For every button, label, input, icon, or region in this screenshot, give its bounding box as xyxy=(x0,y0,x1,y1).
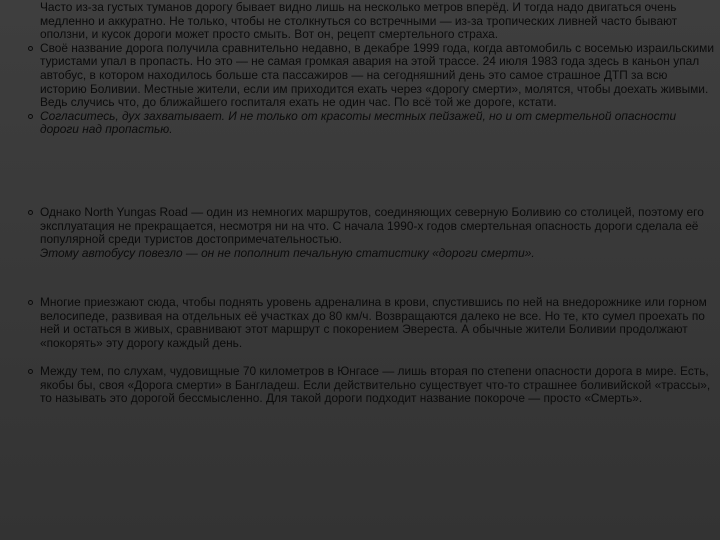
paragraph-text: Многие приезжают сюда, чтобы поднять уровень адреналина в крови, спустившись по ней на внедорожнике или горном велосипеде, развивая на отдельных её участках до 80 км/ч. Возвращаются далеко не все. Но те, кто сумел проехать по ней и остаться в живых, сравнивают этот маршрут с покорением Эвереста. А обычные жители Боливии продолжают «покорять» эту дорогу каждый день. xyxy=(40,295,707,350)
paragraph xyxy=(28,206,716,247)
text-block-rumors xyxy=(28,365,716,406)
text-block-fog xyxy=(28,1,716,137)
paragraph xyxy=(28,296,716,350)
paragraph xyxy=(28,42,716,110)
paragraph xyxy=(28,110,716,137)
bullet-icon xyxy=(28,210,33,215)
text-block-adrenaline xyxy=(28,296,716,350)
paragraph-text: Часто из-за густых туманов дорогу бывает видно лишь на несколько метров вперёд. И тогда надо двигаться очень медленно и аккуратно. Не только, чтобы не столкнуться со встречными — из-за тропических ливней часто бывают оползни, и кусок дороги может просто смыть. Вот он, рецепт смертельного страха. xyxy=(40,0,678,42)
bullet-icon xyxy=(28,369,33,374)
paragraph xyxy=(28,247,716,261)
bullet-icon xyxy=(28,46,33,51)
paragraph-text-italic: Этому автобусу повезло — он не пополнит печальную статистику «дороги смерти». xyxy=(40,245,535,260)
bullet-icon xyxy=(28,300,33,305)
paragraph xyxy=(28,1,716,42)
paragraph-text: Своё название дорога получила сравнительно недавно, в декабре 1999 года, когда автомобиль с восемью израильскими туристами упал в пропасть. Но это — не самая громкая авария на этой трассе. 24 июля 1983 года здесь в каньон упал автобус, в котором находилось больше ста пассажиров — на сегодняшний день это самое страшное ДТП за всю историю Боливии. Местные жители, если им приходится ехать через «дорогу смерти», молятся, чтобы доехать живыми. Ведь случись что, до ближайшего госпиталя ехать не один час. По всё той же дороге, кстати. xyxy=(40,40,714,110)
bullet-icon xyxy=(28,114,33,119)
paragraph-text: Между тем, по слухам, чудовищные 70 километров в Юнгасе — лишь вторая по степени опасности дорога в мире. Есть, якобы бы, своя «Дорога смерти» в Бангладеш. Если действительно существует что-то страшнее боливийской «трассы», то называть это дорогой бессмысленно. Для такой дороги подходит название покороче — просто «Смерть». xyxy=(40,364,711,406)
paragraph xyxy=(28,365,716,406)
paragraph-text: Однако North Yungas Road — один из немногих маршрутов, соединяющих северную Боливию со столицей, поэтому его эксплуатация не прекращается, несмотря ни на что. С начала 1990-х годов смертельная опасность дороги сделала её популярной среди туристов достопримечательностью. xyxy=(40,205,704,247)
paragraph-text-italic: Согласитесь, дух захватывает. И не только от красоты местных пейзажей, но и от смертельной опасности дороги над пропастью. xyxy=(40,108,677,137)
text-block-north-yungas xyxy=(28,206,716,260)
